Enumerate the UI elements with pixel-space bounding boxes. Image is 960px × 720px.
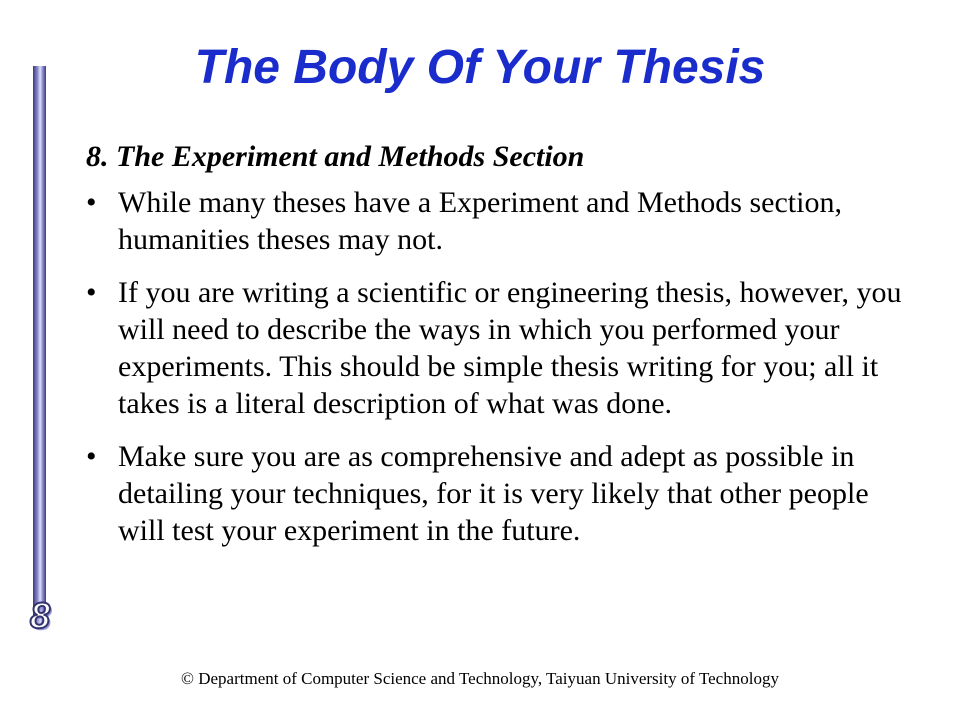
bullet-item [86,438,916,549]
bullet-text: While many theses have a Experiment and Methods section, humanities theses may not. [118,186,842,256]
bullet-dot-icon: • [86,186,97,219]
bullet-text: Make sure you are as comprehensive and adept as possible in detailing your techniques, for it is very likely that other people will test your experiment in the future. [118,440,869,547]
slide-content [86,138,916,565]
bullet-item [86,184,916,258]
slide-number: 8 [29,595,51,636]
bullet-dot-icon: • [86,440,97,473]
slide-title: The Body Of Your Thesis [194,41,766,94]
bullet-item [86,274,916,422]
sidebar-decoration-bar [33,66,46,626]
bullet-dot-icon: • [86,276,97,309]
bullet-list [86,184,916,549]
footer-copyright: © Department of Computer Science and Technology, Taiyuan University of Technology [181,669,779,688]
section-heading: 8. The Experiment and Methods Section [86,140,585,173]
bullet-text: If you are writing a scientific or engineering thesis, however, you will need to describe the ways in which you performed your experiments. This should be simple thesis writing for you; all it takes is a literal description of what was done. [118,276,902,420]
